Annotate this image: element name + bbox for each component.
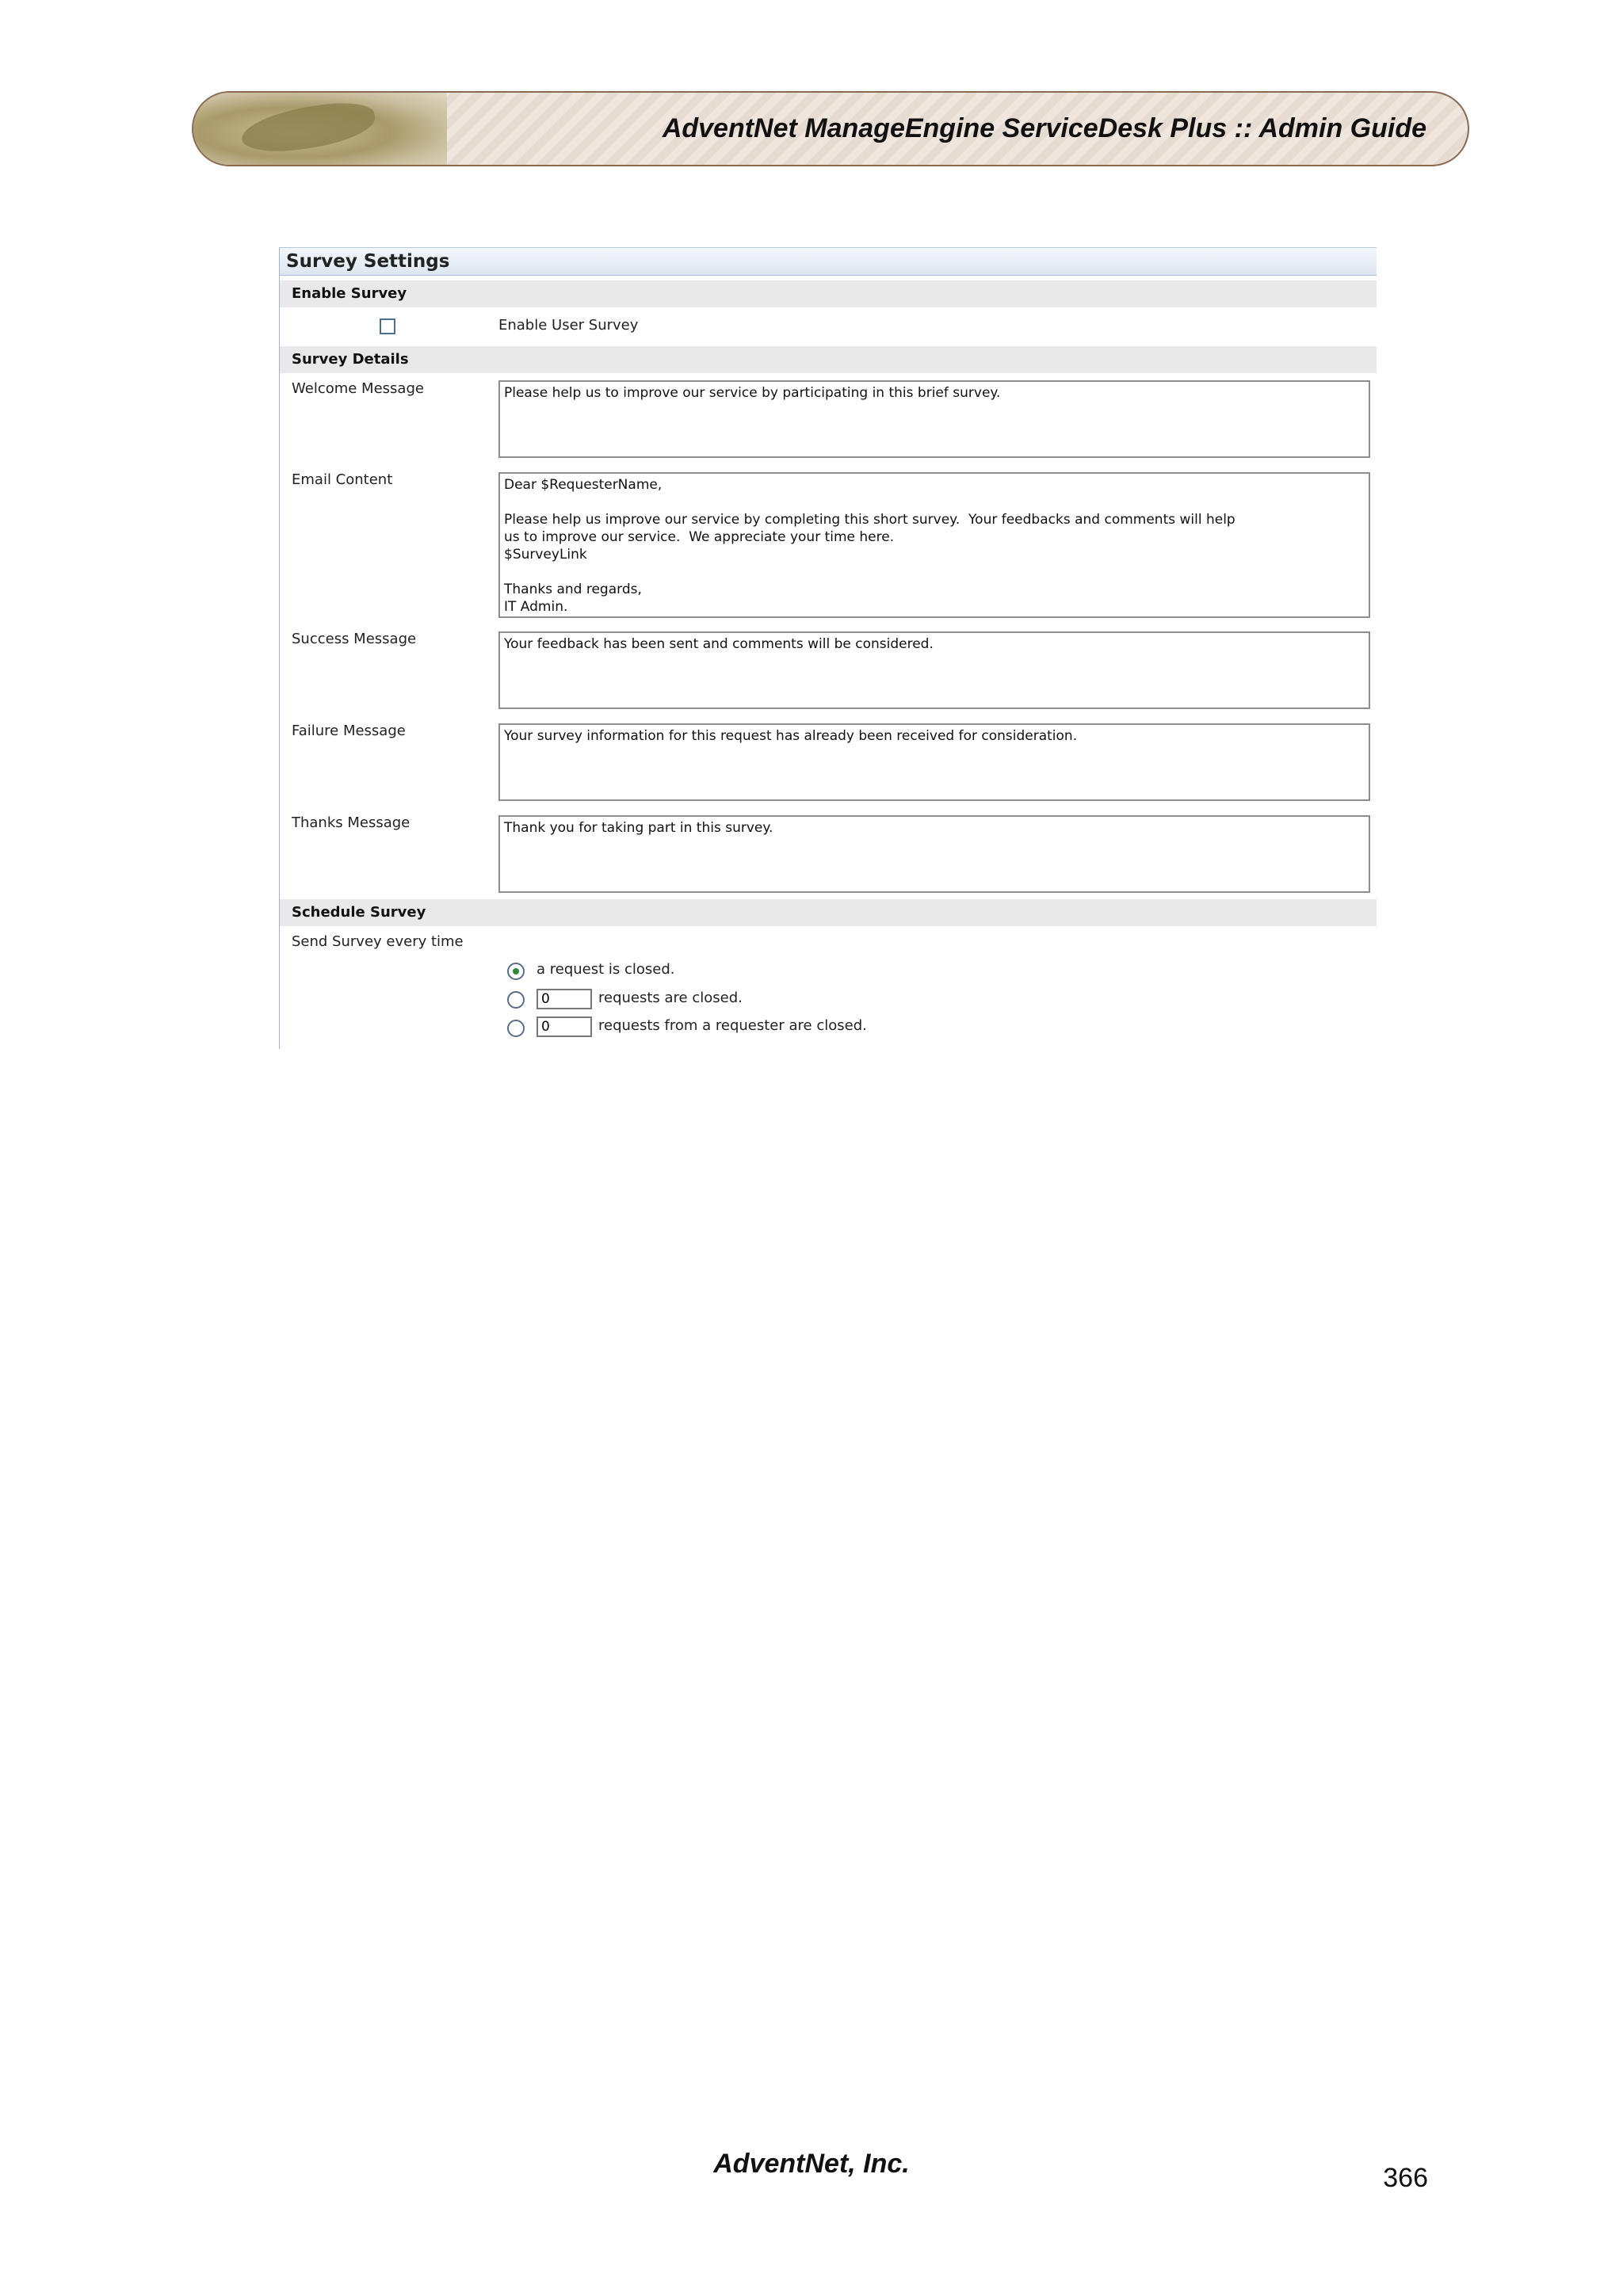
- section-enable-survey: Enable Survey: [280, 280, 1377, 307]
- email-content-label: Email Content: [292, 471, 393, 488]
- section-survey-details: Survey Details: [280, 346, 1377, 373]
- welcome-message-label: Welcome Message: [292, 380, 424, 397]
- option-text: a request is closed.: [537, 961, 675, 978]
- radio-request-closed[interactable]: [507, 963, 525, 980]
- document-title: AdventNet ManageEngine ServiceDesk Plus :: Admin Guide: [662, 113, 1426, 143]
- email-content-textarea[interactable]: Dear $RequesterName, Please help us improve our service by completing this short survey. Your feedbacks and comments will help us to improve our service. We appreciate your time here. $SurveyLink Thanks and regards, IT Admin.: [498, 472, 1370, 618]
- option-text: requests are closed.: [598, 990, 743, 1006]
- section-schedule-survey: Schedule Survey: [280, 899, 1377, 926]
- footer-company: AdventNet, Inc.: [713, 2149, 910, 2179]
- failure-message-textarea[interactable]: Your survey information for this request has already been received for consideration.: [498, 723, 1370, 801]
- survey-settings-panel: [279, 247, 1377, 1049]
- requests-count-input[interactable]: 0: [537, 989, 592, 1009]
- page-number: 366: [1383, 2163, 1428, 2193]
- header-banner: [192, 91, 1469, 166]
- option-text: requests from a requester are closed.: [598, 1017, 867, 1034]
- welcome-message-textarea[interactable]: Please help us to improve our service by participating in this brief survey.: [498, 380, 1370, 458]
- success-message-label: Success Message: [292, 631, 417, 647]
- panel-title: Survey Settings: [280, 247, 1377, 276]
- radio-requester-requests-closed[interactable]: [507, 1020, 525, 1037]
- enable-survey-checkbox[interactable]: [380, 318, 395, 334]
- radio-requests-closed[interactable]: [507, 991, 525, 1009]
- thanks-message-label: Thanks Message: [292, 814, 411, 831]
- enable-user-survey-label: Enable User Survey: [498, 317, 639, 334]
- send-survey-label: Send Survey every time: [292, 933, 464, 950]
- thanks-message-textarea[interactable]: Thank you for taking part in this survey.: [498, 815, 1370, 893]
- requester-requests-count-input[interactable]: 0: [537, 1016, 592, 1037]
- success-message-textarea[interactable]: Your feedback has been sent and comments will be considered.: [498, 631, 1370, 709]
- failure-message-label: Failure Message: [292, 723, 406, 739]
- banner-logo-art: [193, 93, 447, 165]
